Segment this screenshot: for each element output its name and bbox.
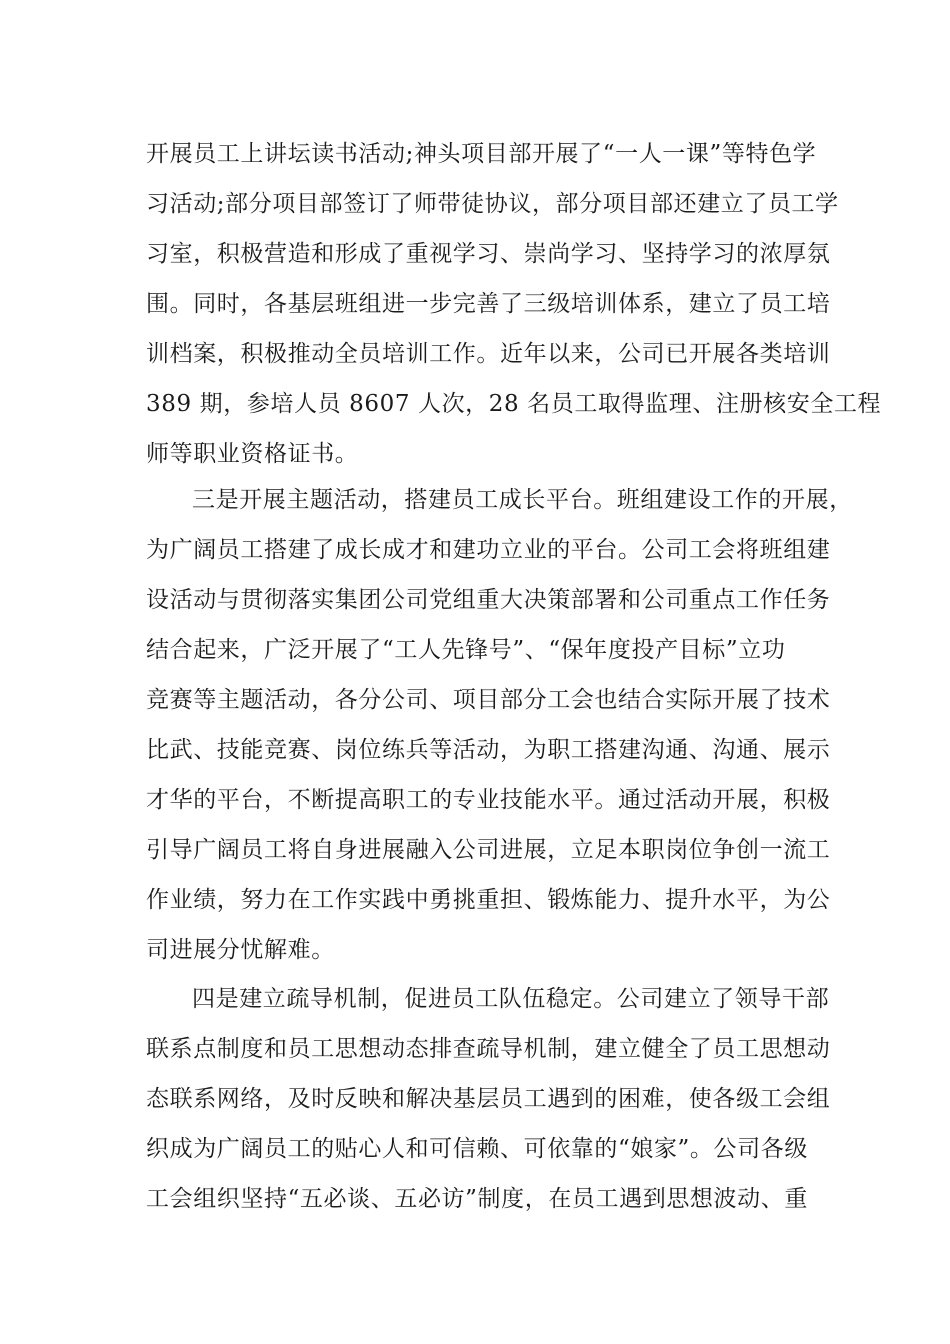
text-line: 为广阔员工搭建了成长成才和建功立业的平台。公司工会将班组建 xyxy=(146,537,831,563)
text-line: 习活动;部分项目部签订了师带徒协议，部分项目部还建立了员工学 xyxy=(146,191,839,217)
text-line: 比武、技能竞赛、岗位练兵等活动，为职工搭建沟通、沟通、展示 xyxy=(146,737,831,763)
text-line: 织成为广阔员工的贴心人和可信赖、可依靠的“娘家”。公司各级 xyxy=(146,1136,808,1162)
text-line: 设活动与贯彻落实集团公司党组重大决策部署和公司重点工作任务 xyxy=(146,587,831,613)
text-line: 联系点制度和员工思想动态排查疏导机制，建立健全了员工思想动 xyxy=(146,1036,831,1062)
text-line: 作业绩，努力在工作实践中勇挑重担、锻炼能力、提升水平，为公 xyxy=(146,887,831,913)
text-line: 引导广阔员工将自身进展融入公司进展，立足本职岗位争创一流工 xyxy=(146,837,831,863)
text-line: 竞赛等主题活动，各分公司、项目部分工会也结合实际开展了技术 xyxy=(146,687,831,713)
paragraph-first-line: 四是建立疏导机制，促进员工队伍稳定。公司建立了领导干部 xyxy=(192,986,830,1012)
text-line: 训档案，积极推动全员培训工作。近年以来，公司已开展各类培训 xyxy=(146,341,831,367)
text-line: 工会组织坚持“五必谈、五必访”制度，在员工遇到思想波动、重 xyxy=(146,1186,808,1212)
paragraph-first-line: 三是开展主题活动，搭建员工成长平台。班组建设工作的开展， xyxy=(192,487,853,513)
text-line: 才华的平台，不断提高职工的专业技能水平。通过活动开展，积极 xyxy=(146,787,831,813)
text-line: 司进展分忧解难。 xyxy=(146,937,335,963)
text-line: 围。同时，各基层班组进一步完善了三级培训体系，建立了员工培 xyxy=(146,291,831,317)
text-line: 师等职业资格证书。 xyxy=(146,441,359,467)
text-line: 习室，积极营造和形成了重视学习、崇尚学习、坚持学习的浓厚氛 xyxy=(146,241,831,267)
text-line: 389 期，参培人员 8607 人次，28 名员工取得监理、注册核安全工程 xyxy=(146,391,882,417)
text-line: 结合起来，广泛开展了“工人先锋号”、“保年度投产目标”立功 xyxy=(146,637,786,663)
text-line: 开展员工上讲坛读书活动;神头项目部开展了“一人一课”等特色学 xyxy=(146,141,817,167)
text-line: 态联系网络，及时反映和解决基层员工遇到的困难，使各级工会组 xyxy=(146,1086,831,1112)
